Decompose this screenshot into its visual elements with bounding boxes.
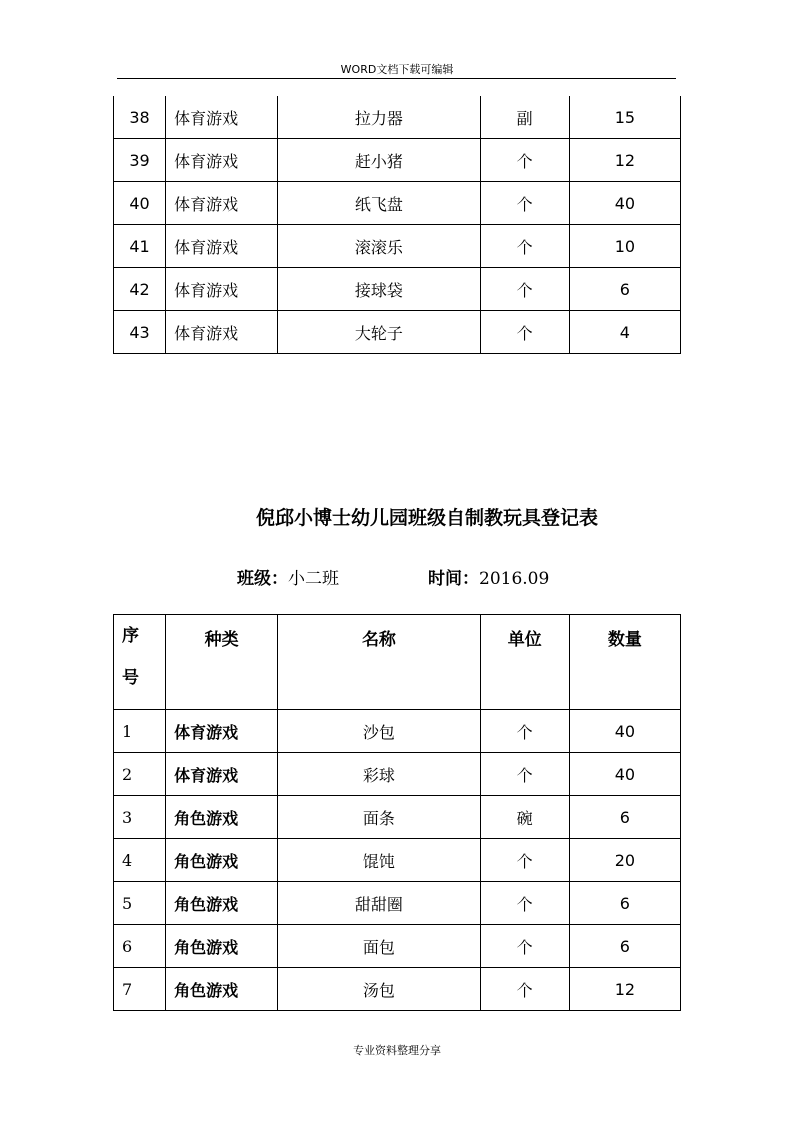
- cell-no: 2: [114, 753, 166, 796]
- cell-name: 甜甜圈: [278, 882, 480, 925]
- cell-qty: 6: [569, 925, 680, 968]
- cell-type: 体育游戏: [166, 710, 278, 753]
- table-row: [114, 710, 681, 753]
- cell-name: 拉力器: [278, 96, 480, 139]
- cell-no: 1: [114, 710, 166, 753]
- table-row: [114, 796, 681, 839]
- cell-unit: 个: [480, 753, 569, 796]
- cell-type: 角色游戏: [166, 796, 278, 839]
- cell-unit: 个: [480, 925, 569, 968]
- cell-type: 体育游戏: [166, 96, 278, 139]
- cell-no: 3: [114, 796, 166, 839]
- cell-name: 汤包: [278, 968, 480, 1011]
- cell-no: 41: [114, 225, 166, 268]
- table-row: [114, 753, 681, 796]
- header-unit: 单位: [480, 615, 569, 710]
- cell-type: 体育游戏: [166, 225, 278, 268]
- cell-qty: 12: [569, 968, 680, 1011]
- time-info: [428, 564, 549, 589]
- class-label: 班级：: [237, 569, 288, 589]
- table-row: [114, 882, 681, 925]
- cell-name: 赶小猪: [278, 139, 480, 182]
- header-qty: 数量: [569, 615, 680, 710]
- cell-no: 7: [114, 968, 166, 1011]
- cell-name: 大轮子: [278, 311, 480, 354]
- cell-no: 40: [114, 182, 166, 225]
- page-footer-text: 专业资料整理分享: [353, 1044, 441, 1057]
- cell-type: 角色游戏: [166, 839, 278, 882]
- table-row: [114, 311, 681, 354]
- cell-name: 馄饨: [278, 839, 480, 882]
- cell-qty: 20: [569, 839, 680, 882]
- cell-name: 纸飞盘: [278, 182, 480, 225]
- cell-name: 面包: [278, 925, 480, 968]
- cell-no: 6: [114, 925, 166, 968]
- cell-qty: 10: [569, 225, 680, 268]
- table-row: [114, 268, 681, 311]
- toy-registration-table: [113, 614, 681, 1011]
- cell-type: 角色游戏: [166, 882, 278, 925]
- cell-no: 38: [114, 96, 166, 139]
- document-title: 倪邱小博士幼儿园班级自制教玩具登记表: [255, 507, 598, 529]
- table-header-row: [114, 615, 681, 710]
- cell-qty: 40: [569, 753, 680, 796]
- cell-unit: 个: [480, 225, 569, 268]
- table-row: [114, 139, 681, 182]
- table-row: [114, 96, 681, 139]
- cell-type: 角色游戏: [166, 968, 278, 1011]
- header-name: 名称: [278, 615, 480, 710]
- cell-no: 5: [114, 882, 166, 925]
- cell-type: 体育游戏: [166, 753, 278, 796]
- header-rule: [117, 78, 676, 79]
- cell-name: 沙包: [278, 710, 480, 753]
- table-row: [114, 925, 681, 968]
- page-header-text: WORD文档下载可编辑: [340, 63, 454, 76]
- cell-type: 体育游戏: [166, 268, 278, 311]
- cell-no: 43: [114, 311, 166, 354]
- cell-unit: 个: [480, 710, 569, 753]
- header-no-text: 序号: [122, 626, 139, 688]
- cell-qty: 15: [569, 96, 680, 139]
- cell-name: 接球袋: [278, 268, 480, 311]
- cell-unit: 个: [480, 839, 569, 882]
- time-value: 2016.09: [479, 569, 550, 589]
- cell-type: 体育游戏: [166, 139, 278, 182]
- cell-no: 39: [114, 139, 166, 182]
- cell-name: 滚滚乐: [278, 225, 480, 268]
- cell-unit: 个: [480, 182, 569, 225]
- cell-no: 4: [114, 839, 166, 882]
- table-row: [114, 968, 681, 1011]
- class-info: [237, 564, 339, 589]
- cell-type: 体育游戏: [166, 311, 278, 354]
- table-row: [114, 225, 681, 268]
- class-value: 小二班: [288, 569, 339, 589]
- cell-qty: 6: [569, 268, 680, 311]
- cell-no: 42: [114, 268, 166, 311]
- table-row: [114, 182, 681, 225]
- cell-type: 体育游戏: [166, 182, 278, 225]
- cell-unit: 个: [480, 268, 569, 311]
- cell-qty: 6: [569, 882, 680, 925]
- header-no: [114, 615, 166, 710]
- cell-type: 角色游戏: [166, 925, 278, 968]
- cell-qty: 40: [569, 710, 680, 753]
- cell-unit: 个: [480, 968, 569, 1011]
- cell-name: 面条: [278, 796, 480, 839]
- time-label: 时间：: [428, 569, 479, 589]
- cell-unit: 碗: [480, 796, 569, 839]
- cell-unit: 副: [480, 96, 569, 139]
- header-type: 种类: [166, 615, 278, 710]
- cell-qty: 6: [569, 796, 680, 839]
- cell-qty: 4: [569, 311, 680, 354]
- cell-unit: 个: [480, 139, 569, 182]
- cell-unit: 个: [480, 311, 569, 354]
- cell-qty: 40: [569, 182, 680, 225]
- cell-name: 彩球: [278, 753, 480, 796]
- table-row: [114, 839, 681, 882]
- cell-unit: 个: [480, 882, 569, 925]
- toy-table-continued: [113, 96, 681, 354]
- cell-qty: 12: [569, 139, 680, 182]
